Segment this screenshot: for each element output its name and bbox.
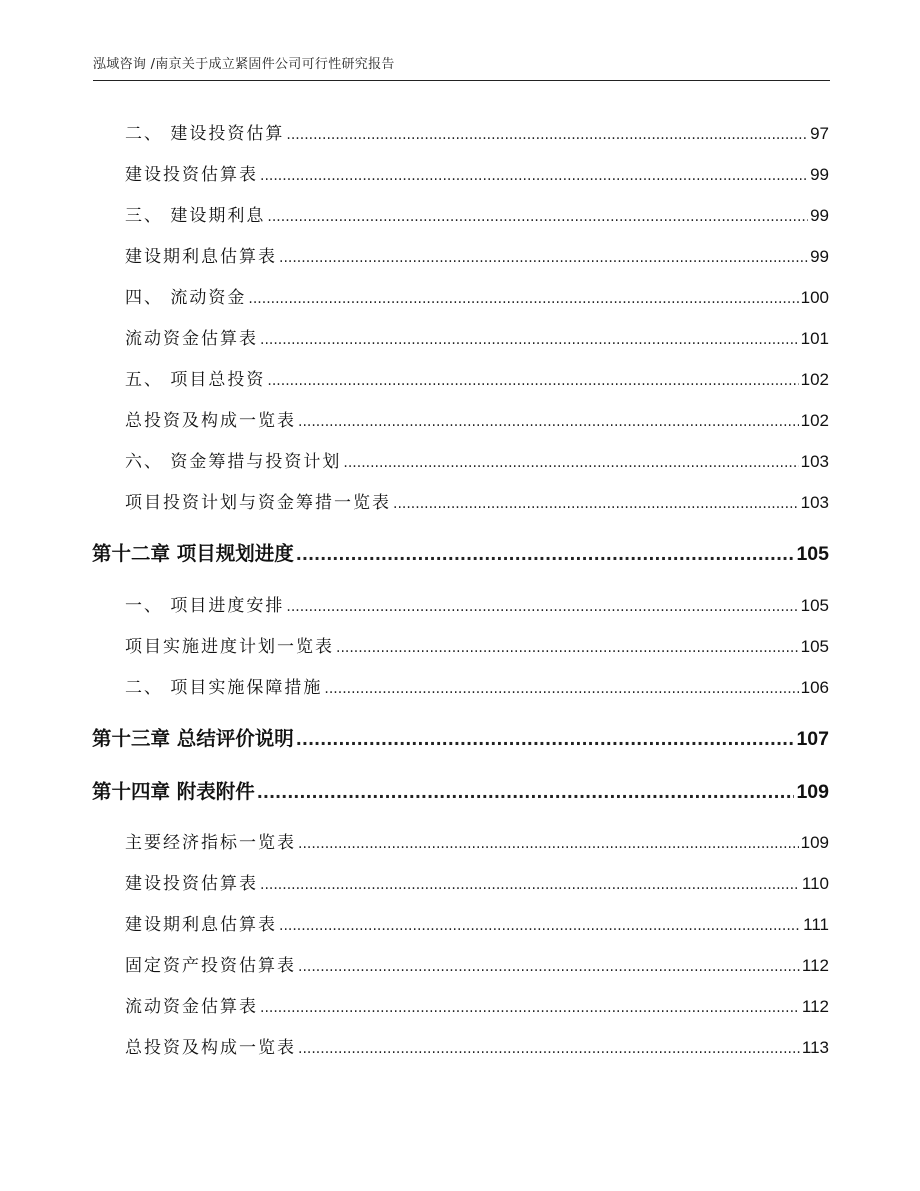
toc-dot-leader	[298, 1036, 800, 1062]
toc-entry[interactable]	[125, 326, 829, 352]
toc-entry[interactable]	[125, 367, 829, 393]
toc-page-number: 112	[801, 997, 829, 1016]
toc-entry[interactable]	[125, 162, 829, 188]
toc-entry-title: 主要经济指标一览表	[125, 833, 296, 853]
toc-entry-title: 建设期利息估算表	[125, 247, 277, 267]
toc-entry[interactable]	[125, 830, 829, 856]
toc-entry[interactable]	[125, 285, 829, 311]
toc-entry[interactable]	[125, 994, 829, 1020]
toc-dot-leader	[248, 286, 798, 312]
toc-entry[interactable]	[125, 675, 829, 701]
toc-dot-leader	[298, 409, 799, 435]
toc-page-number: 102	[800, 411, 829, 430]
toc-entry-title: 项目实施进度计划一览表	[125, 637, 334, 657]
toc-dot-leader	[296, 725, 795, 755]
toc-dot-leader	[336, 635, 799, 661]
toc-dot-leader	[324, 676, 798, 702]
toc-entry[interactable]	[125, 203, 829, 229]
toc-entry-title: 总投资及构成一览表	[125, 411, 296, 431]
toc-dot-leader	[343, 450, 798, 476]
toc-dot-leader	[393, 491, 799, 517]
toc-entry-title: 项目投资计划与资金筹措一览表	[125, 493, 391, 513]
toc-page-number: 103	[800, 452, 829, 471]
toc-chapter-entry[interactable]	[92, 539, 829, 569]
toc-dot-leader	[298, 831, 799, 857]
toc-entry[interactable]	[125, 871, 829, 897]
toc-entry-title: 二、 建设投资估算	[125, 124, 285, 144]
toc-page-number: 105	[800, 596, 829, 615]
toc-entry[interactable]	[125, 490, 829, 516]
toc-page-number: 106	[800, 678, 829, 697]
toc-chapter-title: 第十四章 附表附件	[92, 780, 255, 803]
toc-page-number: 112	[801, 956, 829, 975]
toc-page-number: 97	[810, 124, 829, 143]
toc-page-number: 103	[800, 493, 829, 512]
toc-dot-leader	[257, 778, 795, 808]
toc-chapter-title: 第十三章 总结评价说明	[92, 727, 294, 750]
toc-entry-title: 四、 流动资金	[125, 288, 247, 308]
toc-page-number: 102	[800, 370, 829, 389]
toc-entry-title: 建设投资估算表	[125, 874, 258, 894]
toc-entry[interactable]	[125, 953, 829, 979]
toc-page-number: 101	[800, 329, 829, 348]
toc-page-number: 109	[796, 781, 829, 803]
toc-entry-title: 二、 项目实施保障措施	[125, 678, 323, 698]
toc-page-number: 100	[800, 288, 829, 307]
page-header: 泓域咨询 /南京关于成立紧固件公司可行性研究报告	[93, 56, 830, 81]
toc-entry[interactable]	[125, 593, 829, 619]
toc-dot-leader	[260, 327, 799, 353]
toc-entry-title: 三、 建设期利息	[125, 206, 266, 226]
toc-page-number: 99	[810, 165, 829, 184]
toc-entry[interactable]	[125, 634, 829, 660]
toc-dot-leader	[267, 368, 798, 394]
toc-page-number: 110	[801, 874, 829, 893]
toc-entry[interactable]	[125, 408, 829, 434]
toc-page-number: 99	[810, 247, 829, 266]
toc-entry-title: 建设期利息估算表	[125, 915, 277, 935]
toc-dot-leader	[260, 163, 808, 189]
toc-dot-leader	[267, 204, 808, 230]
toc-dot-leader	[260, 995, 800, 1021]
toc-entry-title: 建设投资估算表	[125, 165, 258, 185]
toc-page-number: 99	[810, 206, 829, 225]
toc-entry-title: 总投资及构成一览表	[125, 1038, 296, 1058]
toc-dot-leader	[279, 245, 808, 271]
toc-dot-leader	[296, 540, 795, 570]
toc-dot-leader	[286, 122, 808, 148]
toc-page-number: 113	[801, 1038, 829, 1057]
toc-entry[interactable]	[125, 1035, 829, 1061]
toc-page-number: 107	[796, 728, 829, 750]
toc-page-number: 105	[800, 637, 829, 656]
toc-entry-title: 五、 项目总投资	[125, 370, 266, 390]
toc-page-number: 105	[796, 543, 829, 565]
toc-entry-title: 流动资金估算表	[125, 997, 258, 1017]
toc-dot-leader	[279, 913, 801, 939]
toc-dot-leader	[286, 594, 798, 620]
toc-entry-title: 六、 资金筹措与投资计划	[125, 452, 342, 472]
toc-entry[interactable]	[125, 449, 829, 475]
toc-entry[interactable]	[125, 912, 829, 938]
toc-dot-leader	[260, 872, 800, 898]
toc-page-number: 111	[803, 915, 829, 934]
toc-entry[interactable]	[125, 121, 829, 147]
toc-chapter-entry[interactable]	[92, 777, 829, 807]
toc-entry-title: 固定资产投资估算表	[125, 956, 296, 976]
toc-chapter-title: 第十二章 项目规划进度	[92, 542, 294, 565]
toc-page-number: 109	[800, 833, 829, 852]
toc-dot-leader	[298, 954, 800, 980]
toc-entry-title: 一、 项目进度安排	[125, 596, 285, 616]
toc-entry[interactable]	[125, 244, 829, 270]
toc-chapter-entry[interactable]	[92, 724, 829, 754]
toc-entry-title: 流动资金估算表	[125, 329, 258, 349]
